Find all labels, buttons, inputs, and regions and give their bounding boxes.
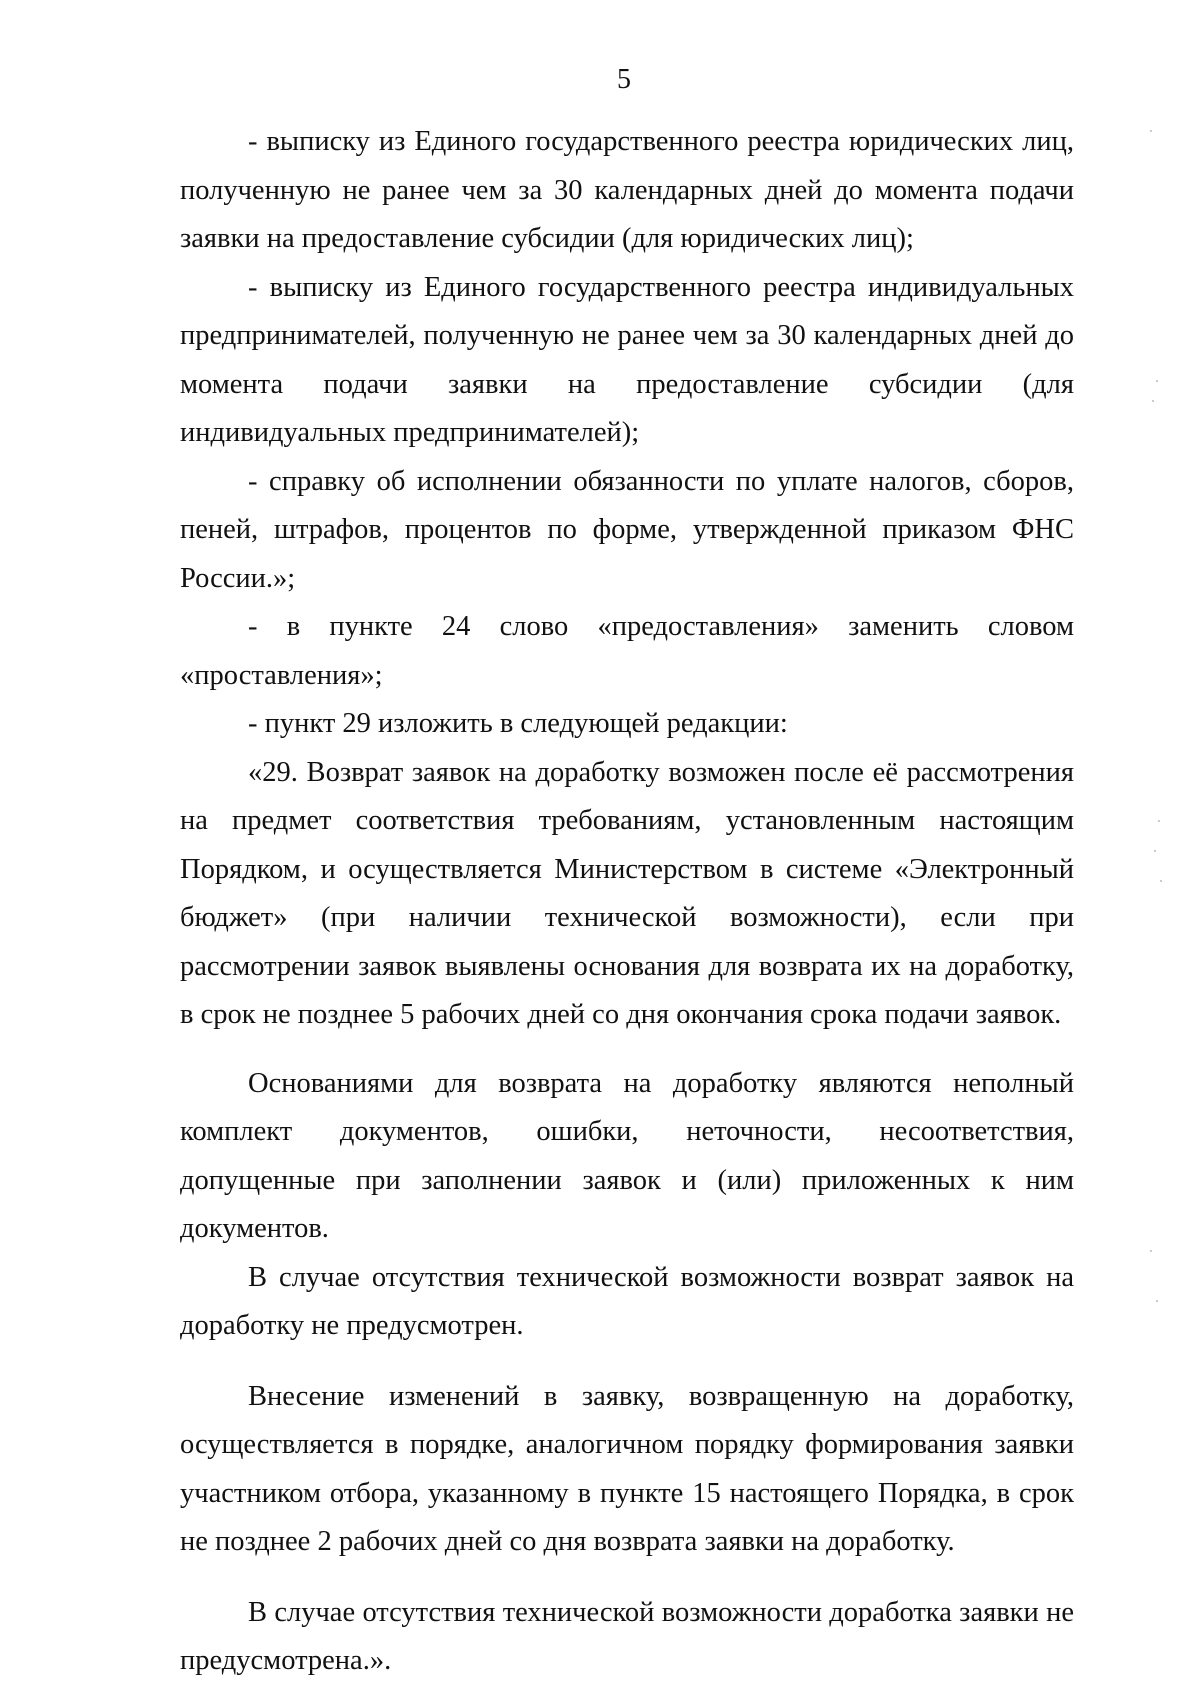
scan-speck (1150, 1250, 1152, 1252)
page-number: 5 (617, 64, 631, 95)
paragraph-8: В случае отсутствия технической возможности возврат заявок на доработку не предусмотрен. (180, 1261, 1074, 1341)
scan-speck (1156, 380, 1158, 382)
paragraph-4: - в пункте 24 слово «предоставления» заменить словом «проставления»; (180, 611, 1074, 691)
scan-speck (1154, 850, 1156, 852)
document-body (180, 118, 1074, 1686)
scan-speck (1152, 400, 1154, 402)
scan-speck (1150, 130, 1152, 132)
paragraph-5: - пункт 29 изложить в следующей редакции: (248, 708, 788, 739)
paragraph-1: - выписку из Единого государственного реестра юридических лиц, полученную не ранее чем за 30 календарных дней до момента подачи заявки на предоставление субсидии (для юридических лиц); (180, 126, 1074, 254)
paragraph-9: Внесение изменений в заявку, возвращенную на доработку, осуществляется в порядке, аналогичном порядку формирования заявки участником отбора, указанному в пункте 15 настоящего Порядка, в срок не позднее 2 рабочих дней со дня возврата заявки на доработку. (180, 1380, 1074, 1557)
paragraph-3: - справку об исполнении обязанности по уплате налогов, сборов, пеней, штрафов, процентов по форме, утвержденной приказом ФНС России.»; (180, 465, 1074, 594)
paragraph-2: - выписку из Единого государственного реестра индивидуальных предпринимателей, полученную не ранее чем за 30 календарных дней до момента подачи заявки на предоставление субсидии (для индивидуальных предпринимателей); (180, 271, 1074, 448)
scan-speck (1158, 820, 1160, 822)
scan-speck (1160, 880, 1162, 882)
paragraph-7: Основаниями для возврата на доработку являются неполный комплект документов, ошибки, неточности, несоответствия, допущенные при заполнении заявок и (или) приложенных к ним документов. (180, 1067, 1074, 1244)
scan-speck (1156, 1300, 1158, 1302)
paragraph-6: «29. Возврат заявок на доработку возможен после её рассмотрения на предмет соответствия требованиям, установленным настоящим Порядком, и осуществляется Министерством в системе «Электронный бюджет» (при наличии технической возможности), если при рассмотрении заявок выявлены основания для возврата их на доработку, в срок не позднее 5 рабочих дней со дня окончания срока подачи заявок. (180, 756, 1074, 1030)
paragraph-10: В случае отсутствия технической возможности доработка заявки не предусмотрена.». (180, 1596, 1074, 1676)
